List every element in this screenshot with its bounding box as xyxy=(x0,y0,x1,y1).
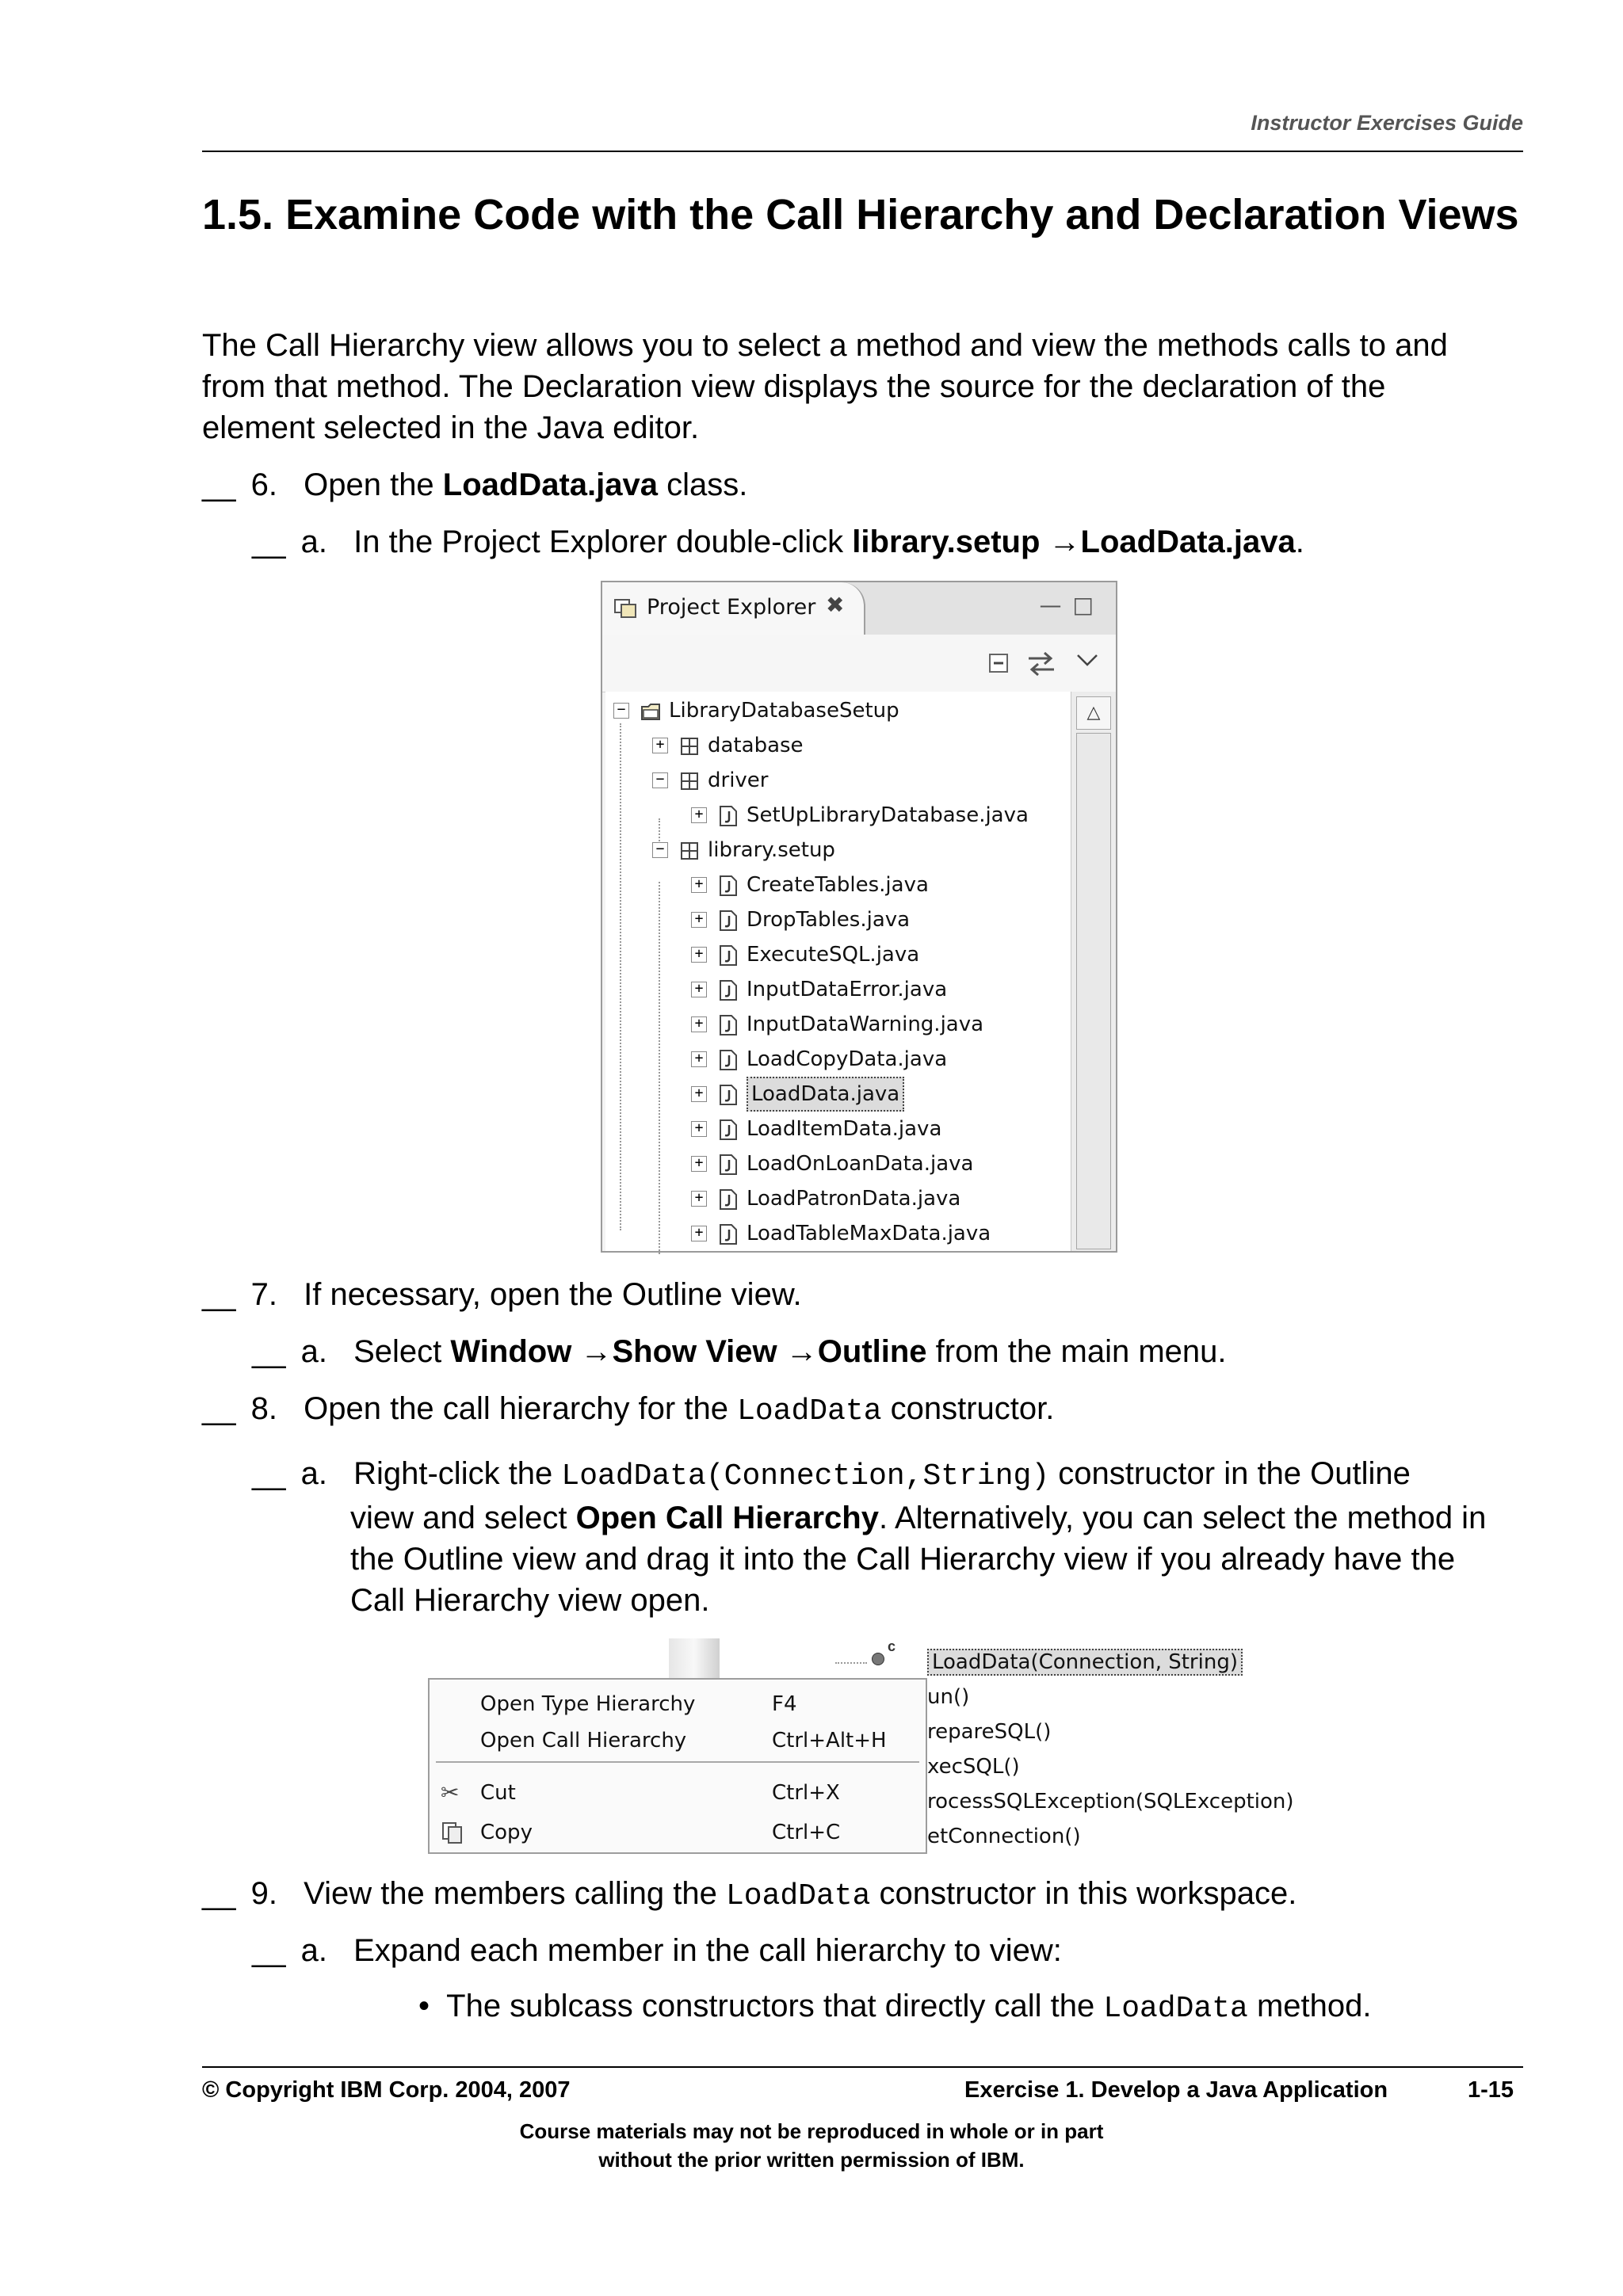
java-file-icon xyxy=(718,1014,739,1036)
tree-connector xyxy=(620,723,621,1230)
outline-row[interactable]: etConnection() xyxy=(927,1825,1081,1848)
menu-window: Window xyxy=(450,1334,581,1369)
expand-icon[interactable]: + xyxy=(691,1016,707,1032)
project-explorer-icon xyxy=(613,597,639,619)
project-folder-icon xyxy=(640,700,661,723)
tree-item-label: database xyxy=(708,734,804,757)
intro-line: The Call Hierarchy view allows you to select a method and view the methods calls to and xyxy=(202,328,1448,363)
java-file-icon xyxy=(718,1119,739,1141)
code-text: LoadData xyxy=(737,1394,882,1428)
link-with-editor-icon[interactable] xyxy=(1025,649,1057,677)
footer-note-line: Course materials may not be reproduced in whole or in part xyxy=(519,2119,1104,2143)
tree-item-label: InputDataWarning.java xyxy=(747,1013,984,1036)
collapse-icon[interactable]: − xyxy=(652,842,668,858)
intro-line: element selected in the Java editor. xyxy=(202,410,700,445)
menu-item-label: Cut xyxy=(480,1781,516,1805)
scroll-up-icon[interactable]: △ xyxy=(1076,696,1111,730)
constructor-marker: c xyxy=(888,1638,896,1654)
expand-icon[interactable]: + xyxy=(691,1086,707,1102)
step-9 xyxy=(202,1873,1296,1917)
copy-icon xyxy=(441,1821,464,1844)
step-6 xyxy=(202,464,747,505)
code-text: LoadData xyxy=(725,1879,871,1913)
step-text: . Alternatively, you can select the method in xyxy=(878,1501,1487,1535)
arrow-glyph: → xyxy=(580,1334,613,1369)
java-file-icon xyxy=(718,1188,739,1211)
step-text: . xyxy=(1295,524,1304,559)
menu-separator xyxy=(436,1761,919,1763)
expand-icon[interactable]: + xyxy=(652,738,668,753)
step-number: 8. xyxy=(250,1391,277,1426)
tree-connector xyxy=(835,1662,867,1664)
menu-outline: Outline xyxy=(817,1334,927,1369)
menu-item-shortcut: F4 xyxy=(772,1692,797,1716)
close-icon[interactable]: ✖ xyxy=(826,592,845,618)
project-explorer-screenshot xyxy=(601,581,1117,1253)
step-text: Expand each member in the call hierarchy to view: xyxy=(353,1933,1062,1968)
tab-label: Project Explorer xyxy=(647,595,816,620)
collapse-all-icon[interactable] xyxy=(987,652,1011,676)
tree-item-label: DropTables.java xyxy=(747,908,911,932)
expand-icon[interactable]: + xyxy=(691,1226,707,1241)
step-number: a. xyxy=(300,524,327,559)
checkbox-blank: __ xyxy=(202,1876,235,1911)
intro-line: from that method. The Declaration view displays the source for the declaration of the xyxy=(202,369,1386,404)
java-file-icon xyxy=(718,979,739,1001)
scissors-icon: ✂ xyxy=(441,1779,460,1806)
step-7a xyxy=(252,1331,1227,1372)
arrow-glyph: → xyxy=(1048,524,1081,559)
step-text: Call Hierarchy view open. xyxy=(350,1583,710,1618)
expand-icon[interactable]: + xyxy=(691,947,707,963)
tree-scrollbar[interactable] xyxy=(1071,692,1116,1251)
tree-item-label: CreateTables.java xyxy=(747,873,929,897)
tree-item-label: driver xyxy=(708,769,769,792)
checkbox-blank: __ xyxy=(252,1933,285,1968)
step-bold: library.setup xyxy=(852,524,1049,559)
view-toolbar xyxy=(602,635,1116,692)
tree-item-label: LoadPatronData.java xyxy=(747,1187,961,1211)
collapse-icon[interactable]: − xyxy=(652,772,668,788)
step-text: constructor. xyxy=(881,1391,1055,1426)
menu-item-shortcut: Ctrl+Alt+H xyxy=(772,1729,887,1753)
checkbox-blank: __ xyxy=(252,1334,285,1369)
collapse-icon[interactable]: − xyxy=(613,703,629,719)
step-text: method. xyxy=(1247,1989,1372,2023)
tree-item-label: ExecuteSQL.java xyxy=(747,943,920,967)
java-file-icon xyxy=(718,875,739,897)
checkbox-blank: __ xyxy=(202,1391,235,1426)
step-text: class. xyxy=(658,467,748,502)
step-text: The sublcass constructors that directly call the xyxy=(446,1989,1104,2023)
tree-item-label: LoadData.java xyxy=(747,1077,904,1112)
step-text: In the Project Explorer double-click xyxy=(353,524,853,559)
step-number: a. xyxy=(300,1334,327,1369)
menu-item-label: Open Type Hierarchy xyxy=(480,1692,696,1716)
step-8a xyxy=(252,1453,1486,1621)
checkbox-blank: __ xyxy=(202,467,235,502)
menu-item-cut[interactable] xyxy=(430,1775,926,1811)
outline-row[interactable]: un() xyxy=(927,1685,970,1709)
step-number: 7. xyxy=(250,1277,277,1312)
footer-rule xyxy=(202,2066,1523,2068)
package-icon xyxy=(679,735,700,757)
project-tree xyxy=(605,692,1071,1251)
minimize-maximize-icons[interactable]: —□ xyxy=(1039,592,1105,618)
step-text: view and select xyxy=(350,1501,576,1535)
view-tab-bar xyxy=(602,582,1116,635)
outline-row-label: LoadData(Connection, String) xyxy=(927,1649,1243,1676)
step-8 xyxy=(202,1388,1054,1432)
tree-item-label: LibraryDatabaseSetup xyxy=(669,699,899,723)
outline-row[interactable] xyxy=(927,1645,1243,1680)
project-explorer-tab[interactable] xyxy=(602,582,865,635)
step-6a xyxy=(252,521,1304,563)
constructor-icon xyxy=(872,1653,884,1665)
expand-icon[interactable]: + xyxy=(691,877,707,893)
running-header-title: Instructor Exercises Guide xyxy=(1251,111,1523,135)
arrow-glyph: → xyxy=(785,1334,818,1369)
expand-icon[interactable]: + xyxy=(691,807,707,823)
tree-item-label: library.setup xyxy=(708,838,835,862)
step-bold: LoadData.java xyxy=(1080,524,1296,559)
menu-item-shortcut: Ctrl+X xyxy=(772,1781,840,1805)
intro-paragraph xyxy=(202,325,1448,448)
context-menu-screenshot xyxy=(428,1635,1294,1854)
tree-item-label: LoadTableMaxData.java xyxy=(747,1222,991,1245)
step-number: 9. xyxy=(250,1876,277,1911)
expand-icon[interactable]: + xyxy=(691,1051,707,1067)
outline-row[interactable]: rocessSQLException(SQLException) xyxy=(927,1790,1294,1814)
tree-connector xyxy=(659,882,660,1254)
step-text: Right-click the xyxy=(353,1456,562,1491)
menu-item-open-call-hierarchy[interactable] xyxy=(430,1722,926,1759)
code-text: LoadData(Connection,String) xyxy=(561,1459,1050,1493)
step-text: View the members calling the xyxy=(304,1876,726,1911)
tree-item-label: InputDataError.java xyxy=(747,978,948,1001)
step-bold: LoadData.java xyxy=(442,467,659,502)
step-9a xyxy=(252,1930,1062,1971)
context-menu xyxy=(428,1678,927,1854)
step-text: Open the xyxy=(304,467,443,502)
footer-note-line: without the prior written permission of IBM. xyxy=(598,2148,1025,2172)
menu-show-view: Show View xyxy=(612,1334,786,1369)
step-text: the Outline view and drag it into the Call Hierarchy view if you already have the xyxy=(350,1542,1456,1577)
tree-item-label: SetUpLibraryDatabase.java xyxy=(747,803,1029,827)
checkbox-blank: __ xyxy=(252,1456,285,1491)
menu-item-shortcut: Ctrl+C xyxy=(772,1821,841,1844)
step-7 xyxy=(202,1274,802,1315)
outline-row[interactable]: xecSQL() xyxy=(927,1755,1020,1779)
step-number: a. xyxy=(300,1456,327,1491)
footer-note xyxy=(0,2117,1623,2174)
footer-exercise: Exercise 1. Develop a Java Application xyxy=(964,2077,1388,2103)
java-file-icon xyxy=(718,944,739,967)
expand-icon[interactable]: + xyxy=(691,1156,707,1172)
expand-icon[interactable]: + xyxy=(691,982,707,997)
section-title: 1.5. Examine Code with the Call Hierarchy and Declaration Views xyxy=(202,191,1519,238)
step-text: from the main menu. xyxy=(926,1334,1227,1369)
footer-page-number: 1-15 xyxy=(1468,2077,1514,2103)
tree-item-label: LoadCopyData.java xyxy=(747,1047,948,1071)
step-text: If necessary, open the Outline view. xyxy=(304,1277,802,1312)
scroll-thumb[interactable] xyxy=(1076,733,1111,1249)
footer-copyright: © Copyright IBM Corp. 2004, 2007 xyxy=(202,2077,571,2103)
view-menu-icon[interactable] xyxy=(1076,654,1098,669)
checkbox-blank: __ xyxy=(252,524,285,559)
step-text: constructor in the Outline xyxy=(1049,1456,1411,1491)
java-file-icon xyxy=(718,1049,739,1071)
menu-item-label: Open Call Hierarchy xyxy=(480,1729,687,1753)
tree-item-label: LoadItemData.java xyxy=(747,1117,942,1141)
java-file-icon xyxy=(718,1084,739,1106)
step-text: Open the call hierarchy for the xyxy=(304,1391,738,1426)
tree-item-label: LoadOnLoanData.java xyxy=(747,1152,974,1176)
step-text: constructor in this workspace. xyxy=(870,1876,1297,1911)
menu-open-call-hierarchy: Open Call Hierarchy xyxy=(575,1501,879,1535)
menu-item-copy[interactable] xyxy=(430,1814,926,1851)
java-file-icon xyxy=(718,1223,739,1245)
step-number: a. xyxy=(300,1933,327,1968)
step-text: Select xyxy=(353,1334,451,1369)
expand-icon[interactable]: + xyxy=(691,912,707,928)
bullet-mark: • xyxy=(418,1989,430,2023)
code-text: LoadData xyxy=(1103,1992,1248,2026)
outline-fragment xyxy=(927,1635,1294,1854)
outline-row[interactable]: repareSQL() xyxy=(927,1720,1052,1744)
running-header xyxy=(202,111,1523,152)
checkbox-blank: __ xyxy=(202,1277,235,1312)
expand-icon[interactable]: + xyxy=(691,1121,707,1137)
java-file-icon xyxy=(718,910,739,932)
menu-item-open-type-hierarchy[interactable] xyxy=(430,1686,926,1722)
java-file-icon xyxy=(718,805,739,827)
package-icon xyxy=(679,840,700,862)
bullet-item xyxy=(418,1985,1371,2030)
step-number: 6. xyxy=(250,467,277,502)
package-icon xyxy=(679,770,700,792)
menu-item-label: Copy xyxy=(480,1821,533,1844)
expand-icon[interactable]: + xyxy=(691,1191,707,1207)
java-file-icon xyxy=(718,1154,739,1176)
